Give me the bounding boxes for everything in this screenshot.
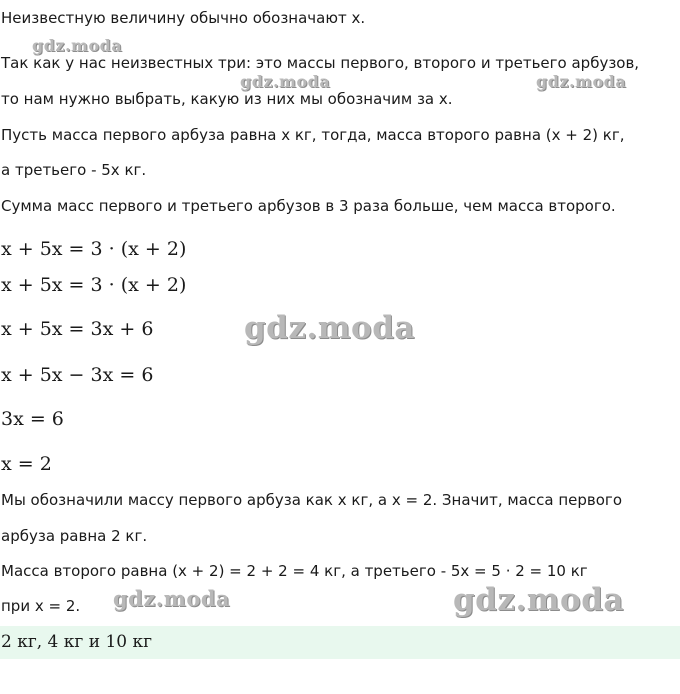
text-line-8: арбуза равна 2 кг. bbox=[1, 527, 148, 545]
answer-box bbox=[0, 626, 680, 659]
equation-2: x + 5x = 3 · (x + 2) bbox=[1, 274, 187, 296]
watermark-logo: gdz.moda bbox=[536, 72, 627, 91]
text-line-7: Мы обозначили массу первого арбуза как x кг, а x = 2. Значит, масса первого bbox=[1, 491, 622, 509]
equation-5: 3x = 6 bbox=[1, 408, 64, 430]
text-line-1: Неизвестную величину обычно обозначают x. bbox=[1, 9, 366, 27]
equation-3: x + 5x = 3x + 6 bbox=[1, 318, 154, 340]
text-line-4: Пусть масса первого арбуза равна x кг, тогда, масса второго равна (x + 2) кг, bbox=[1, 126, 625, 144]
text-line-5: а третьего - 5x кг. bbox=[1, 161, 147, 179]
answer-text: 2 кг, 4 кг и 10 кг bbox=[1, 632, 153, 652]
equation-4: x + 5x − 3x = 6 bbox=[1, 364, 154, 386]
watermark-logo: gdz.moda bbox=[113, 586, 231, 611]
watermark-logo: gdz.moda bbox=[32, 36, 123, 55]
text-line-2: Так как у нас неизвестных три: это массы первого, второго и третьего арбузов, bbox=[1, 54, 640, 72]
equation-6: x = 2 bbox=[1, 453, 52, 475]
watermark-logo: gdz.moda bbox=[240, 72, 331, 91]
watermark-logo: gdz.moda bbox=[244, 310, 415, 346]
equation-1: x + 5x = 3 · (x + 2) bbox=[1, 238, 187, 260]
text-line-3: то нам нужно выбрать, какую из них мы обозначим за x. bbox=[1, 90, 453, 108]
text-line-10: при x = 2. bbox=[1, 597, 81, 615]
text-line-6: Сумма масс первого и третьего арбузов в 3 раза больше, чем масса второго. bbox=[1, 197, 616, 215]
watermark-logo: gdz.moda bbox=[453, 582, 624, 618]
text-line-9: Масса второго равна (x + 2) = 2 + 2 = 4 кг, а третьего - 5x = 5 · 2 = 10 кг bbox=[1, 562, 588, 580]
